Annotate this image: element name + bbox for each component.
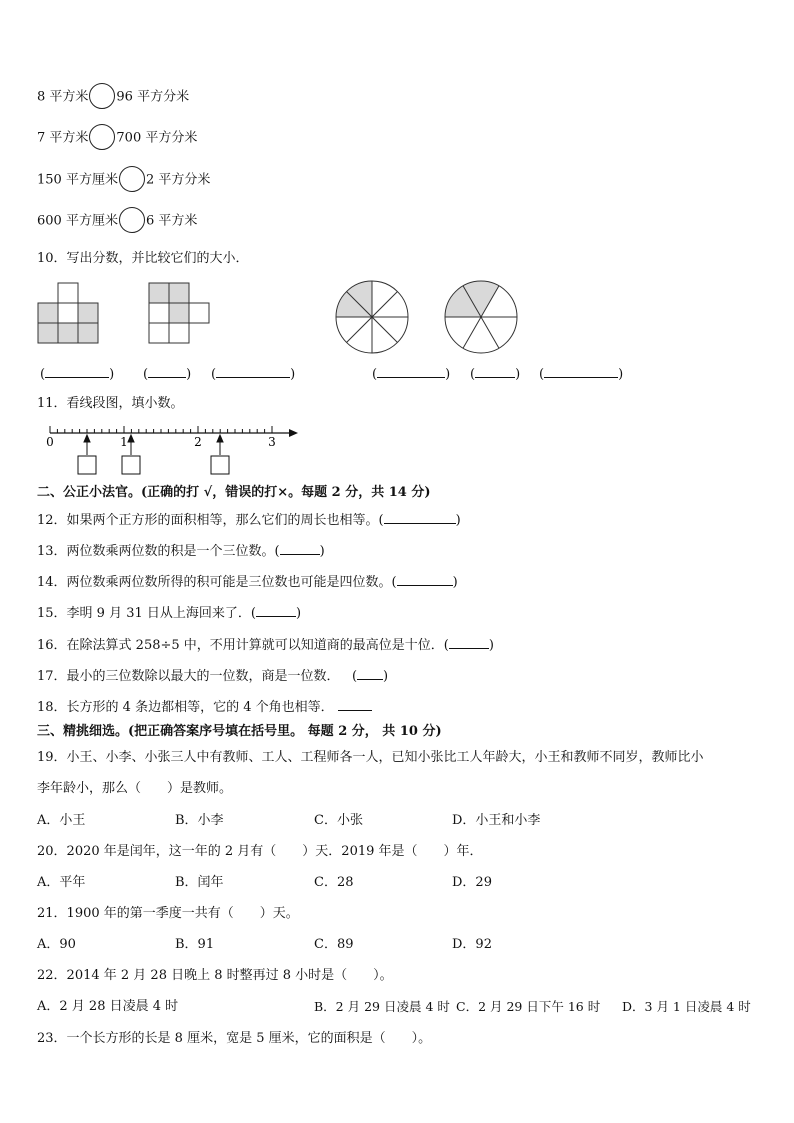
- question-22: 22．2014 年 2 月 28 日晚上 8 时整再过 8 小时是（ ）。: [37, 968, 393, 983]
- answer-blank[interactable]: [397, 573, 453, 586]
- comparison-right: 96 平方分米: [116, 89, 190, 105]
- comparison-row: [37, 130, 197, 147]
- answer-blank[interactable]: ( ): [40, 367, 115, 382]
- option-b[interactable]: B．小李: [175, 813, 224, 828]
- question-17: 17．最小的三位数除以最大的一位数，商是一位数． ( ): [37, 669, 389, 684]
- section-3-heading: 三、精挑细选。(把正确答案序号填在括号里。 每题 2 分， 共 10 分): [37, 724, 442, 739]
- option-d[interactable]: D．小王和小李: [452, 813, 541, 828]
- question-16: 16．在除法算式 258÷5 中，不用计算就可以知道商的最高位是十位．( ): [37, 638, 494, 653]
- answer-blank[interactable]: ( ): [211, 367, 296, 382]
- comparison-right: 700 平方分米: [116, 130, 198, 146]
- comparison-right: 6 平方米: [145, 213, 198, 229]
- comparison-row: [37, 213, 197, 230]
- option-c[interactable]: C．28: [314, 875, 354, 890]
- question-23: 23．一个长方形的长是 8 厘米，宽是 5 厘米，它的面积是（ ）。: [37, 1031, 432, 1046]
- option-c[interactable]: C．89: [314, 937, 354, 952]
- answer-blank[interactable]: ( ): [372, 367, 451, 382]
- answer-blank[interactable]: [280, 542, 320, 555]
- fraction-circle-eighths: [335, 280, 409, 354]
- tick-label: 2: [194, 435, 202, 449]
- option-a[interactable]: A．小王: [37, 813, 86, 828]
- option-c[interactable]: C．小张: [314, 813, 363, 828]
- comparison-row: [37, 172, 210, 189]
- question-19-line2: 李年龄小，那么（ ）是教师。: [37, 781, 233, 796]
- option-c[interactable]: C．2 月 29 日下午 16 时: [456, 999, 601, 1014]
- fraction-grid-figure-2: [149, 283, 211, 345]
- arrow-head-icon: [289, 429, 298, 437]
- question-14: 14．两位数乘两位数所得的积可能是三位数也可能是四位数。( ): [37, 575, 458, 590]
- question-13: 13．两位数乘两位数的积是一个三位数。( ): [37, 544, 325, 559]
- option-a[interactable]: A．2 月 28 日凌晨 4 时: [37, 999, 179, 1014]
- tick-label: 0: [46, 435, 54, 449]
- option-a[interactable]: A．平年: [37, 875, 86, 890]
- answer-blank[interactable]: ( ): [470, 367, 521, 382]
- option-b[interactable]: B．2 月 29 日凌晨 4 时: [314, 999, 450, 1014]
- option-b[interactable]: B．91: [175, 937, 215, 952]
- option-d[interactable]: D．29: [452, 875, 492, 890]
- compare-circle[interactable]: [119, 166, 145, 192]
- option-b[interactable]: B．闰年: [175, 875, 224, 890]
- answer-box[interactable]: [78, 456, 96, 474]
- answer-blank[interactable]: [338, 698, 372, 711]
- option-d[interactable]: D．92: [452, 937, 492, 952]
- comparison-right: 2 平方分米: [145, 172, 211, 188]
- question-18: 18．长方形的 4 条边都相等，它的 4 个角也相等．: [37, 698, 372, 716]
- comparison-left: 150 平方厘米: [37, 172, 118, 188]
- answer-box[interactable]: [211, 456, 229, 474]
- compare-circle[interactable]: [89, 83, 115, 109]
- fraction-grid-figure-1: [38, 283, 100, 345]
- question-10: 10．写出分数，并比较它们的大小．: [37, 251, 249, 266]
- comparison-left: 7 平方米: [37, 130, 89, 146]
- answer-blank[interactable]: ( ): [143, 367, 192, 382]
- arrow-up-icon: [84, 435, 90, 442]
- answer-blank[interactable]: [384, 511, 456, 524]
- option-d[interactable]: D．3 月 1 日凌晨 4 时: [622, 999, 751, 1014]
- question-15: 15．李明 9 月 31 日从上海回来了．( ): [37, 606, 302, 621]
- arrow-up-icon: [128, 435, 134, 442]
- comparison-row: [37, 89, 189, 106]
- question-20: 20．2020 年是闰年，这一年的 2 月有（ ）天．2019 年是（ ）年．: [37, 844, 483, 859]
- answer-box[interactable]: [122, 456, 140, 474]
- answer-blank[interactable]: [357, 667, 383, 680]
- section-2-heading: 二、公正小法官。(正确的打 √，错误的打×。每题 2 分，共 14 分): [37, 485, 431, 500]
- question-11: 11．看线段图，填小数。: [37, 396, 184, 411]
- fraction-circle-sixths: [444, 280, 518, 354]
- question-21: 21．1900 年的第一季度一共有（ ）天。: [37, 906, 299, 921]
- comparison-left: 8 平方米: [37, 89, 89, 105]
- answer-blank[interactable]: [449, 636, 489, 649]
- answer-blank[interactable]: ( ): [539, 367, 624, 382]
- tick-label: 3: [268, 435, 276, 449]
- tick-label: 1: [120, 435, 128, 449]
- option-a[interactable]: A．90: [37, 937, 76, 952]
- comparison-left: 600 平方厘米: [37, 213, 118, 229]
- arrow-up-icon: [217, 435, 223, 442]
- question-19-line1: 19．小王、小李、小张三人中有教师、工人、工程师各一人，已知小张比工人年龄大，小王和教师不同岁，教师比小: [37, 750, 704, 765]
- number-line: [36, 422, 306, 480]
- question-12: 12．如果两个正方形的面积相等，那么它们的周长也相等。( ): [37, 513, 461, 528]
- compare-circle[interactable]: [89, 124, 115, 150]
- answer-blank[interactable]: [256, 604, 296, 617]
- compare-circle[interactable]: [119, 207, 145, 233]
